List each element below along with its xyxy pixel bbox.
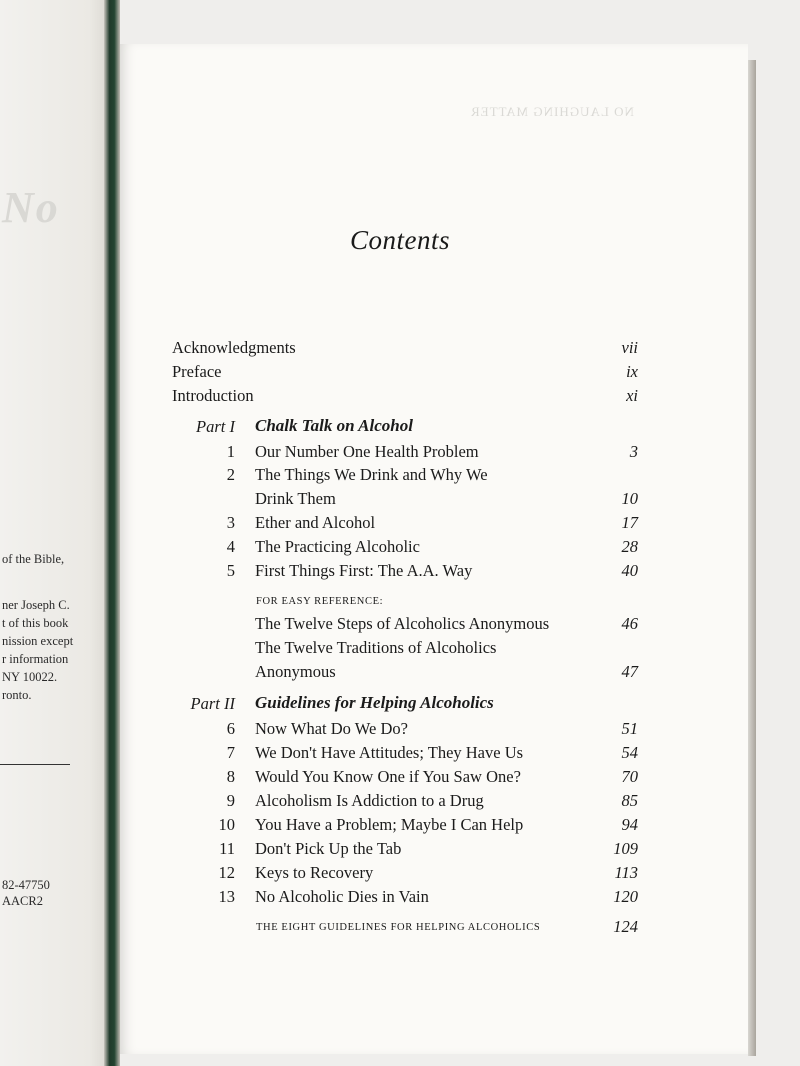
chapter-number: 6 <box>226 719 235 738</box>
chapter-number: 13 <box>218 887 235 906</box>
page-title: Contents <box>350 225 451 255</box>
part-title: Chalk Talk on Alcohol <box>255 416 413 435</box>
toc-entry-page: vii <box>621 338 638 357</box>
toc-entry-page: ix <box>626 362 638 381</box>
reference-heading: FOR EASY REFERENCE: <box>256 596 384 607</box>
reference-page: 46 <box>621 614 638 633</box>
chapter-title: Don't Pick Up the Tab <box>255 839 402 858</box>
part-label: Part II <box>190 694 235 713</box>
chapter-number: 2 <box>226 465 235 484</box>
chapter-page: 109 <box>613 839 638 858</box>
toc-entry-label: Introduction <box>172 386 254 405</box>
chapter-title: Our Number One Health Problem <box>255 442 479 461</box>
copyright-line: of the Bible, <box>2 552 65 566</box>
chapter-title: Keys to Recovery <box>255 863 374 882</box>
copyright-line: ner Joseph C. <box>2 598 70 612</box>
reference-title: The Twelve Traditions of Alcoholics <box>255 638 497 657</box>
chapter-page: 3 <box>629 442 638 461</box>
toc-entry-label: Acknowledgments <box>172 338 296 357</box>
chapter-number: 1 <box>226 442 235 461</box>
chapter-page: 17 <box>621 513 638 532</box>
toc-entry-page: xi <box>626 386 638 405</box>
page-edge <box>748 60 756 1056</box>
copyright-line: ronto. <box>2 688 32 702</box>
bleed-through-header: NO LAUGHING MATTER <box>470 104 634 119</box>
chapter-page: 10 <box>621 489 638 508</box>
copyright-line: t of this book <box>2 616 69 630</box>
closing-entry-label: THE EIGHT GUIDELINES FOR HELPING ALCOHOLICS <box>256 922 541 933</box>
reference-title: The Twelve Steps of Alcoholics Anonymous <box>255 614 550 633</box>
divider <box>0 764 70 765</box>
closing-entry-page: 124 <box>613 917 638 936</box>
chapter-title: Ether and Alcohol <box>255 513 376 532</box>
chapter-number: 4 <box>226 537 235 556</box>
book-spine <box>104 0 120 1066</box>
catalog-code: AACR2 <box>2 894 43 908</box>
chapter-title: Would You Know One if You Saw One? <box>255 767 521 786</box>
chapter-number: 10 <box>218 815 235 834</box>
part-title: Guidelines for Helping Alcoholics <box>255 693 494 712</box>
chapter-number: 12 <box>218 863 235 882</box>
chapter-page: 113 <box>614 863 638 882</box>
chapter-title: The Things We Drink and Why We <box>255 465 488 484</box>
chapter-number: 11 <box>219 839 235 858</box>
chapter-title: Alcoholism Is Addiction to a Drug <box>255 791 484 810</box>
copyright-line: NY 10022. <box>2 670 58 684</box>
part-label: Part I <box>196 417 235 436</box>
copyright-line: r information <box>2 652 69 666</box>
reference-title-continued: Anonymous <box>255 662 336 681</box>
chapter-title: Now What Do We Do? <box>255 719 408 738</box>
chapter-title: First Things First: The A.A. Way <box>255 561 473 580</box>
chapter-number: 3 <box>226 513 235 532</box>
chapter-title-continued: Drink Them <box>255 489 336 508</box>
chapter-page: 94 <box>621 815 638 834</box>
chapter-title: The Practicing Alcoholic <box>255 537 420 556</box>
chapter-page: 54 <box>621 743 638 762</box>
left-facing-page <box>0 0 112 1066</box>
chapter-title: No Alcoholic Dies in Vain <box>255 887 429 906</box>
chapter-page: 70 <box>621 767 638 786</box>
chapter-title: We Don't Have Attitudes; They Have Us <box>255 743 524 762</box>
catalog-number: 82-47750 <box>2 878 50 892</box>
bleed-through-title: No <box>2 183 60 232</box>
copyright-line: nission except <box>2 634 74 648</box>
reference-page: 47 <box>621 662 638 681</box>
chapter-page: 120 <box>613 887 638 906</box>
chapter-number: 8 <box>226 767 235 786</box>
chapter-page: 28 <box>621 537 638 556</box>
chapter-number: 5 <box>226 561 235 580</box>
chapter-page: 85 <box>621 791 638 810</box>
chapter-title: You Have a Problem; Maybe I Can Help <box>255 815 524 834</box>
chapter-number: 9 <box>226 791 235 810</box>
chapter-page: 51 <box>621 719 638 738</box>
toc-entry-label: Preface <box>172 362 222 381</box>
chapter-number: 7 <box>226 743 235 762</box>
chapter-page: 40 <box>621 561 638 580</box>
